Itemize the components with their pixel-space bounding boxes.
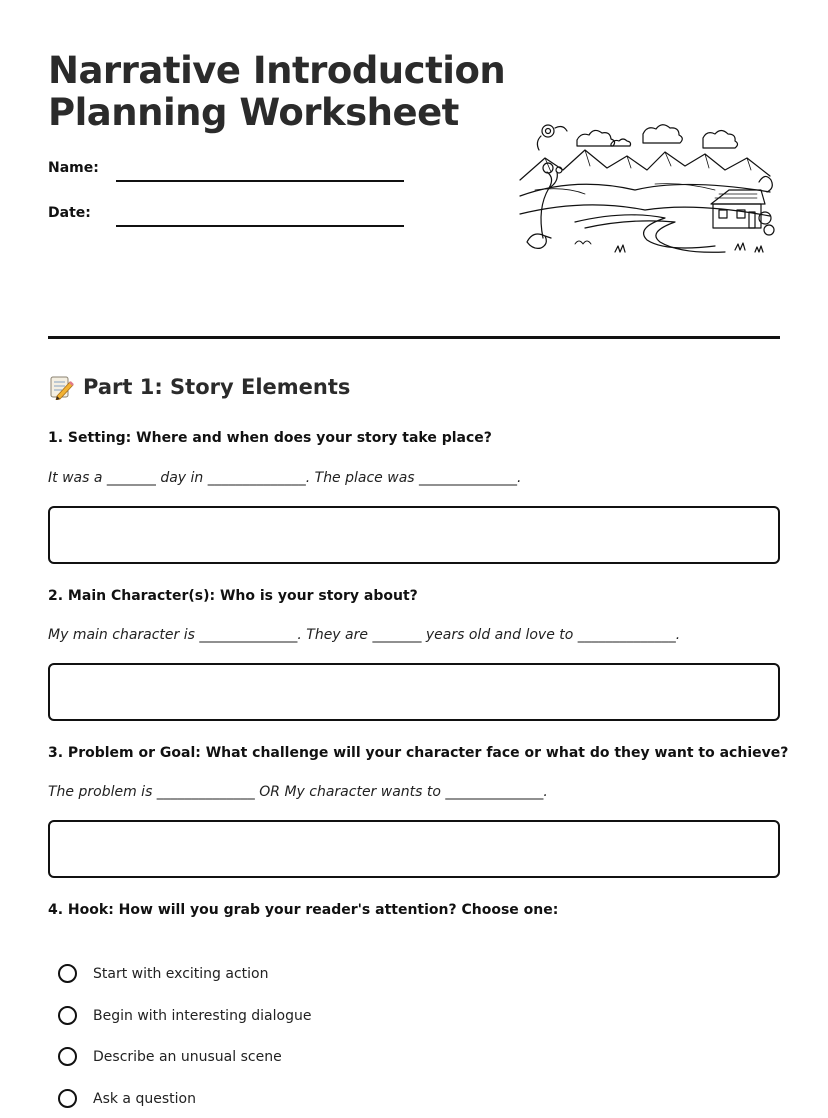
hook-option-label: Begin with interesting dialogue: [93, 1007, 312, 1024]
answer-box-main-character[interactable]: [48, 663, 780, 721]
question-setting: 1. Setting: Where and when does your story take place?: [48, 430, 492, 446]
date-field[interactable]: [116, 225, 404, 227]
hook-option-dialogue[interactable]: [58, 1006, 311, 1025]
part1-heading: [48, 374, 350, 400]
hook-option-scene[interactable]: [58, 1047, 282, 1066]
sentence-frame-problem-goal: The problem is ______________ OR My character wants to ______________.: [48, 784, 548, 800]
question-problem-goal: 3. Problem or Goal: What challenge will your character face or what do they want to achieve?: [48, 745, 789, 761]
memo-pencil-icon: [48, 374, 74, 400]
radio-button[interactable]: [58, 1006, 77, 1025]
name-field[interactable]: [116, 180, 404, 182]
title-line-2: Planning Worksheet: [48, 91, 459, 134]
answer-box-setting[interactable]: [48, 506, 780, 564]
radio-button[interactable]: [58, 964, 77, 983]
hook-option-question[interactable]: [58, 1089, 196, 1108]
hook-option-action[interactable]: [58, 964, 268, 983]
radio-button[interactable]: [58, 1047, 77, 1066]
title-line-1: Narrative Introduction: [48, 49, 506, 92]
question-hook: 4. Hook: How will you grab your reader's attention? Choose one:: [48, 902, 559, 918]
hook-option-label: Start with exciting action: [93, 965, 269, 982]
radio-button[interactable]: [58, 1089, 77, 1108]
section-divider: [48, 336, 780, 339]
name-label: Name:: [48, 160, 99, 176]
sentence-frame-main-character: My main character is ______________. They are _______ years old and love to ______________.: [48, 627, 681, 643]
date-label: Date:: [48, 205, 91, 221]
hook-option-label: Describe an unusual scene: [93, 1048, 282, 1065]
part1-heading-text: Part 1: Story Elements: [83, 375, 351, 399]
sentence-frame-setting: It was a _______ day in ______________. The place was ______________.: [48, 470, 522, 486]
worksheet-title: [48, 50, 505, 134]
hook-option-label: Ask a question: [93, 1090, 196, 1107]
landscape-illustration: [515, 118, 775, 260]
question-main-character: 2. Main Character(s): Who is your story about?: [48, 588, 418, 604]
answer-box-problem-goal[interactable]: [48, 820, 780, 878]
